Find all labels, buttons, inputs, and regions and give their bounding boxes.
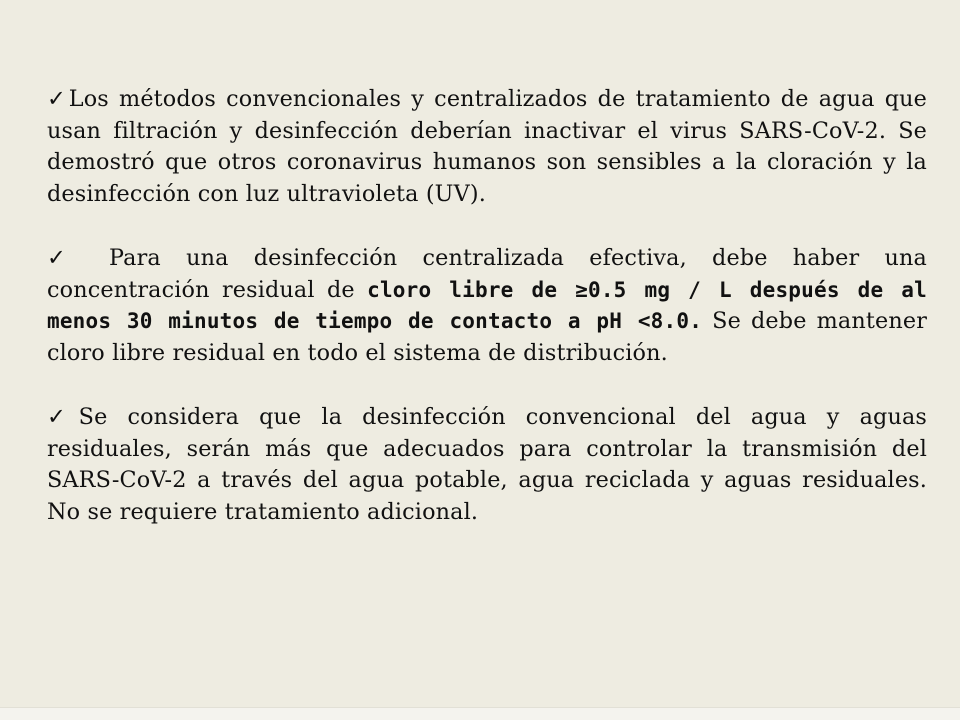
slide-content — [47, 84, 927, 561]
checkmark-icon: ✓ — [47, 86, 69, 112]
paragraph-text: Los métodos convencionales y centralizados de tratamiento de agua que usan filtración y desinfección deberían inactivar el virus SARS-CoV-2. Se demostró que otros coronavirus humanos son sensibles a la cloración y la desinfección con luz ultravioleta (UV). — [47, 86, 927, 207]
paragraph-text-after: Se debe mantener cloro libre residual en todo el sistema de distribución. — [47, 308, 928, 366]
checkmark-icon: ✓ — [47, 404, 79, 430]
paragraph-text: Se considera que la desinfección convencional del agua y aguas residuales, serán más que adecuados para controlar la transmisión del SARS-CoV-2 a través del agua potable, agua reciclada y aguas residuales. No se requiere tratamiento adicional. — [47, 404, 927, 525]
paragraph-centralized-disinfection — [47, 243, 927, 369]
paragraph-text-before: Para una desinfección centralizada efectiva, debe haber una concentración residual de — [47, 245, 928, 303]
paragraph-bold-requirement: cloro libre de ≥0.5 mg / L después de al menos 30 minutos de tiempo de contacto a pH <8.0. — [47, 277, 927, 333]
paragraph-conventional-methods — [47, 84, 927, 210]
paragraph-conventional-treatment — [47, 402, 927, 528]
bottom-strip — [0, 707, 960, 720]
checkmark-icon: ✓ — [47, 245, 84, 271]
